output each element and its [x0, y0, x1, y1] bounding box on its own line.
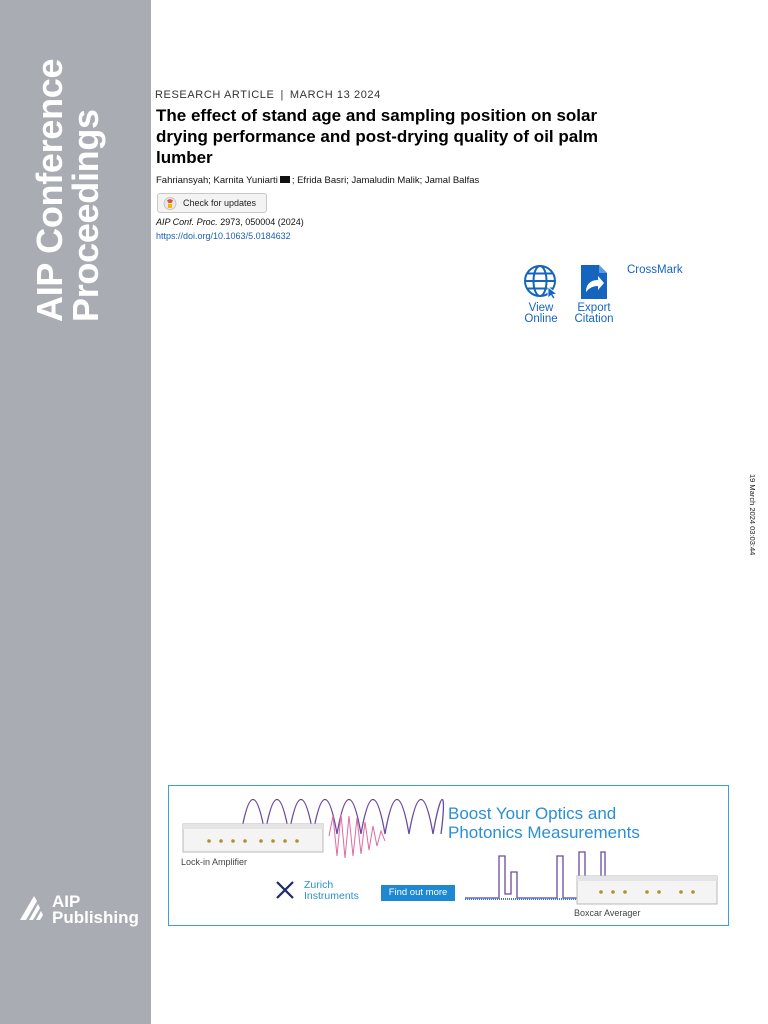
publication-date: MARCH 13 2024	[289, 89, 381, 101]
boxcar-averager-caption: Boxcar Averager	[574, 908, 641, 918]
article-type: RESEARCH ARTICLE	[155, 89, 275, 101]
journal-title[interactable]	[29, 58, 106, 322]
view-online-button[interactable]	[518, 264, 564, 325]
view-label-line2: Online	[524, 313, 558, 325]
export-citation-button[interactable]	[571, 264, 617, 325]
ad-headline-line2: Photonics Measurements	[448, 823, 640, 842]
doi-link[interactable]: https://doi.org/10.1063/5.0184632	[156, 231, 291, 241]
export-citation-icon	[579, 264, 609, 300]
boxcar-averager-device	[577, 876, 717, 904]
journal-abbrev: AIP Conf. Proc.	[156, 217, 218, 227]
article-title: The effect of stand age and sampling position on solar drying performance and post-drying quality of oil palm lumber	[156, 106, 599, 167]
brand-line1: Zurich	[304, 879, 334, 891]
zurich-instruments-logo	[304, 880, 359, 902]
view-label-line1: View	[528, 302, 554, 314]
citation-details: 2973, 050004 (2024)	[217, 217, 304, 227]
zurich-instruments-logo-icon	[277, 882, 293, 898]
export-label-line2: Citation	[574, 313, 614, 325]
lockin-amplifier-device	[183, 824, 323, 852]
check-updates-icon	[163, 197, 177, 210]
find-out-more-button[interactable]: Find out more	[381, 885, 455, 901]
publisher-line1: AIP	[52, 892, 81, 911]
lockin-amplifier-caption: Lock-in Amplifier	[181, 857, 248, 867]
check-for-updates-button[interactable]	[157, 193, 267, 213]
ad-headline-line1: Boost Your Optics and	[448, 804, 617, 823]
authors-primary[interactable]: Fahriansyah; Karnita Yuniarti	[156, 175, 278, 186]
ad-headline	[448, 804, 640, 842]
journal-title-line2: Proceedings	[65, 109, 106, 322]
publisher-line2: Publishing	[52, 908, 139, 927]
article-meta	[155, 89, 381, 101]
authors-secondary[interactable]: ; Efrida Basri; Jamaludin Malik; Jamal Balfas	[291, 175, 480, 186]
crossmark-link[interactable]: CrossMark	[627, 264, 683, 276]
sidebar	[0, 0, 151, 1024]
author-list	[156, 175, 479, 186]
advertisement-banner[interactable]	[168, 785, 729, 926]
export-label-line1: Export	[577, 302, 611, 314]
globe-icon	[522, 264, 560, 300]
brand-line2: Instruments	[304, 890, 359, 902]
mail-icon[interactable]	[280, 176, 290, 183]
journal-title-line1: AIP Conference	[29, 58, 70, 322]
download-timestamp: 19 March 2024 03:03:44	[748, 474, 757, 556]
check-updates-label: Check for updates	[183, 198, 257, 208]
aip-logo-icon	[18, 894, 48, 922]
meta-separator: |	[280, 89, 284, 101]
citation	[156, 217, 304, 227]
